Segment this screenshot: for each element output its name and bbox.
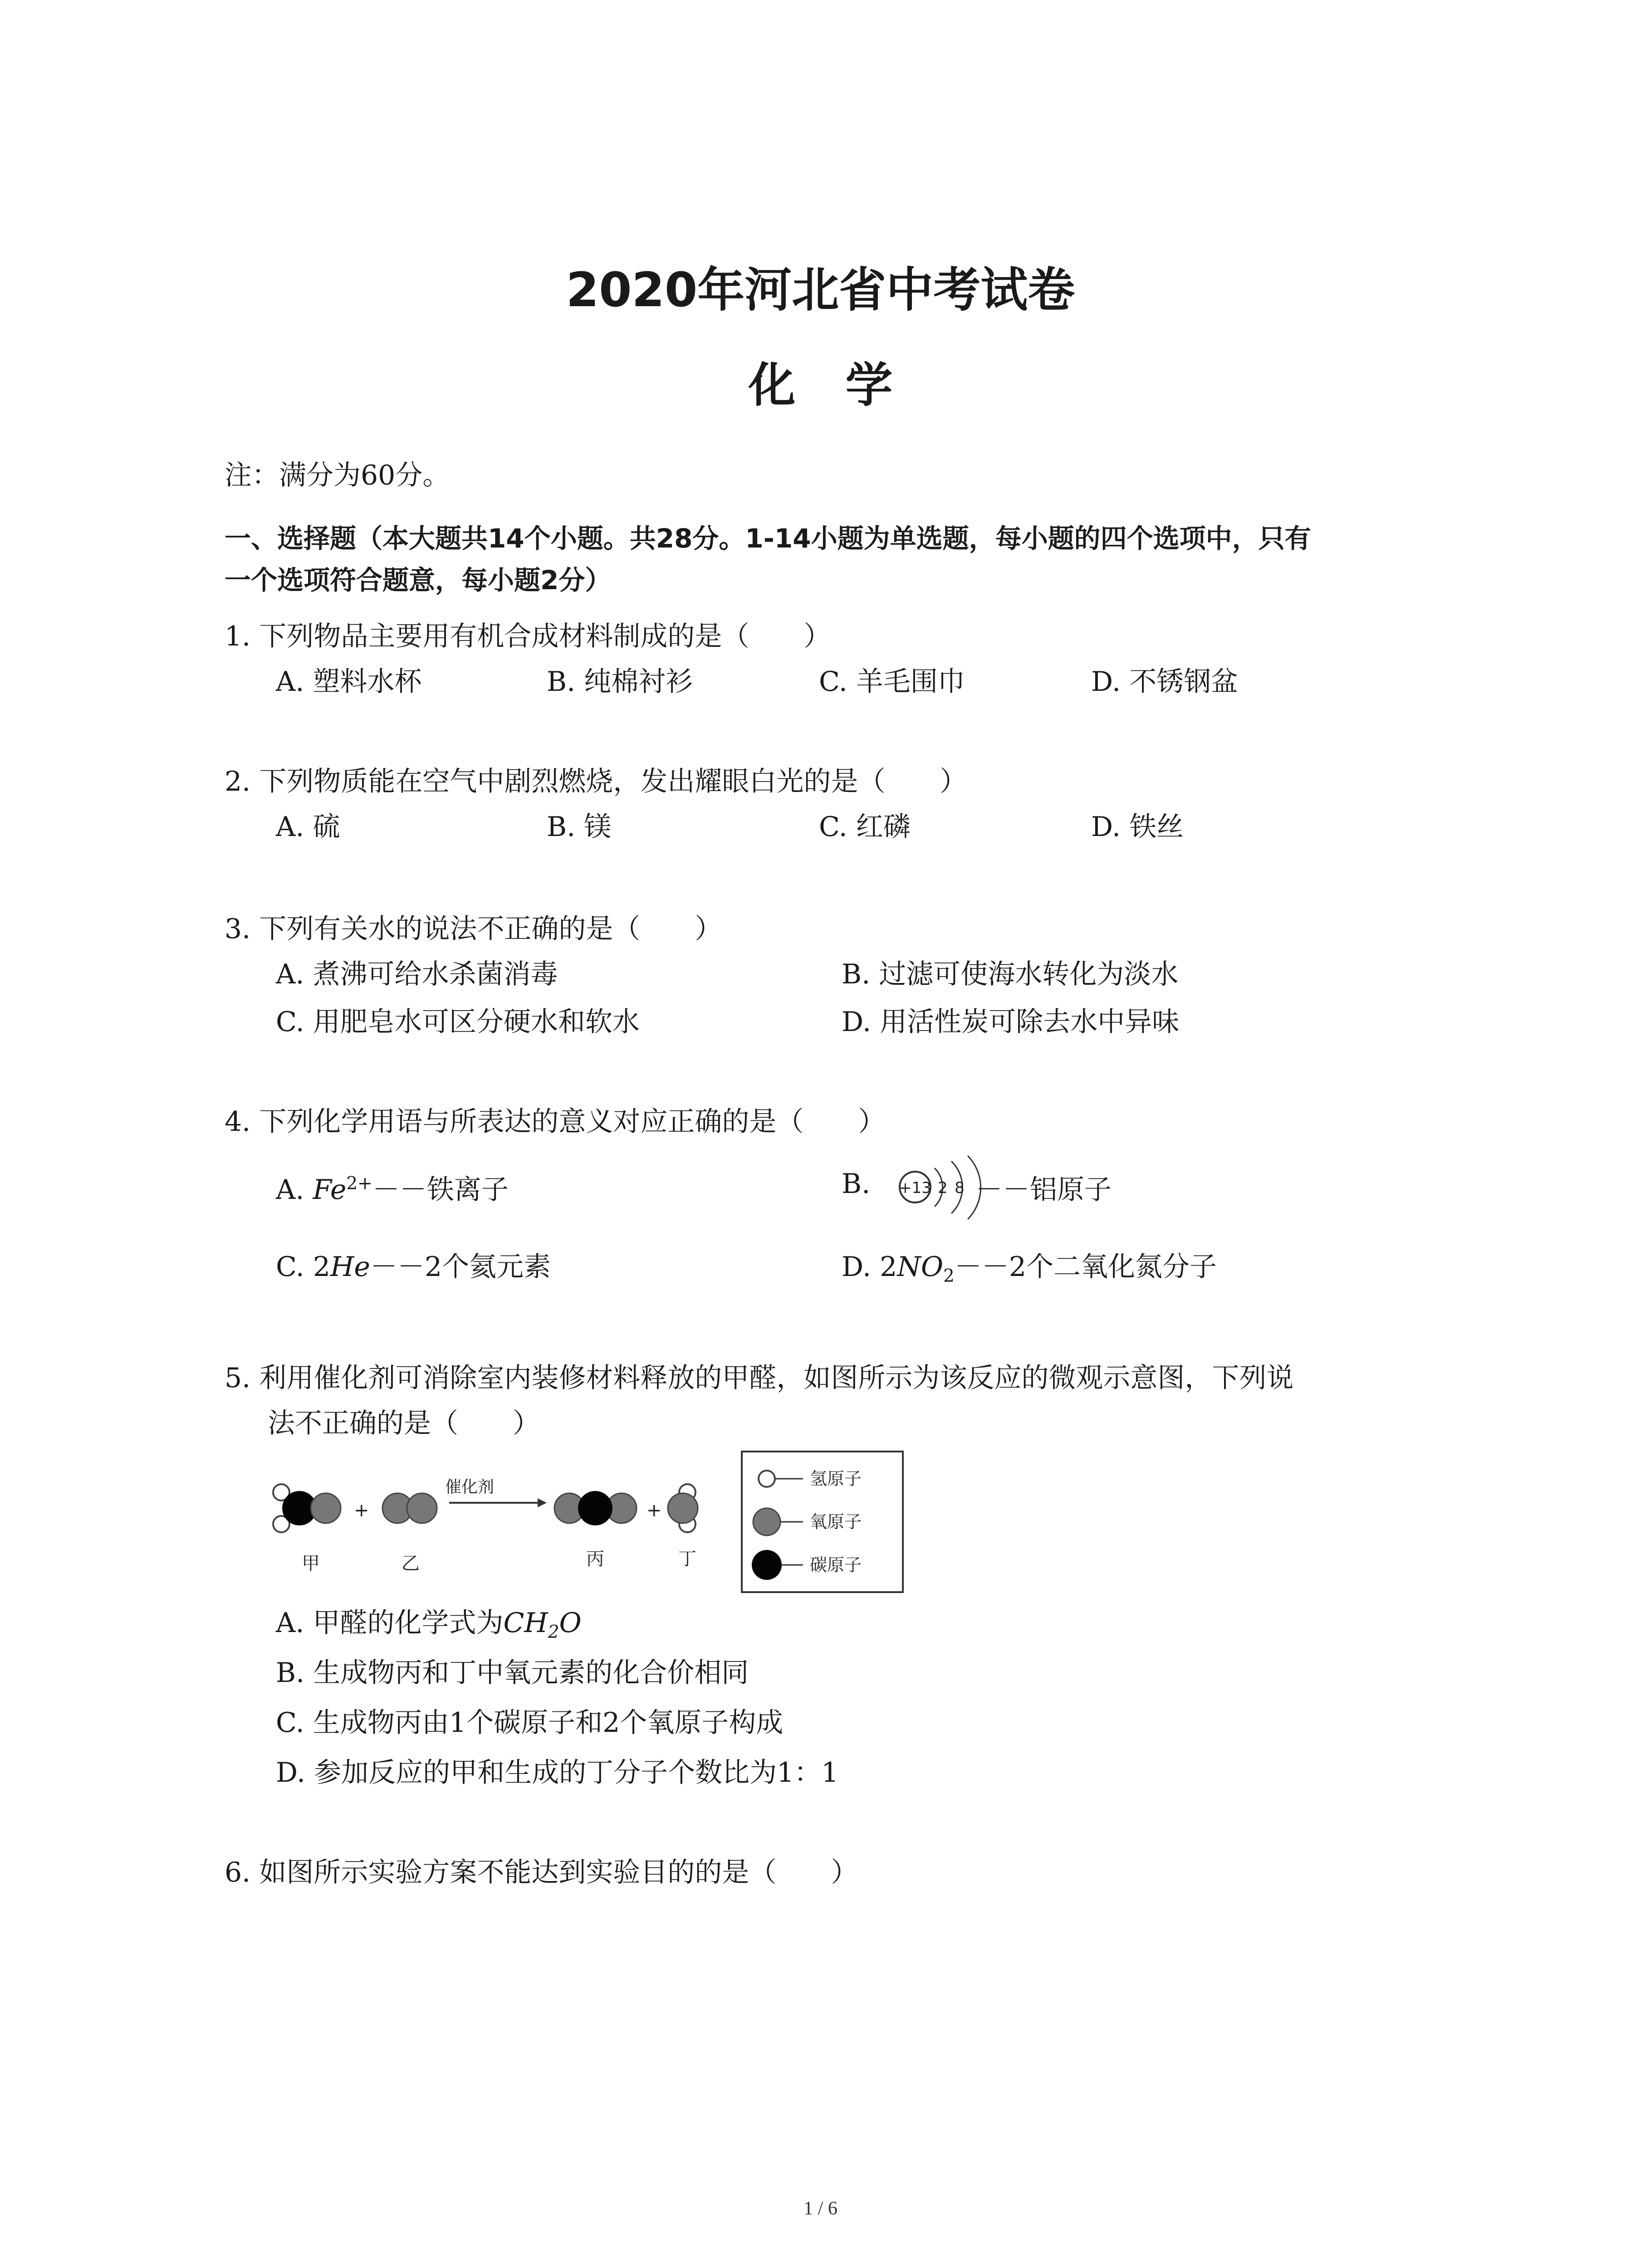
plus-sign: + bbox=[647, 1500, 662, 1521]
legend-hydrogen-swatch bbox=[759, 1471, 775, 1487]
legend-oxygen-swatch bbox=[753, 1508, 780, 1535]
label-bing: 丙 bbox=[586, 1549, 604, 1569]
carbon-atom bbox=[578, 1491, 612, 1525]
q3-option-d: D. 用活性炭可除去水中异味 bbox=[842, 1006, 1180, 1038]
molecule-yi bbox=[382, 1493, 437, 1523]
catalyst-label: 催化剂 bbox=[445, 1478, 495, 1496]
nucleus-charge: +13 bbox=[899, 1179, 931, 1197]
legend-carbon-swatch bbox=[752, 1550, 782, 1580]
q1-option-d: D. 不锈钢盆 bbox=[1091, 666, 1239, 698]
oxygen-atom bbox=[668, 1493, 698, 1523]
page-title: 2020年河北省中考试卷 bbox=[566, 262, 1075, 318]
legend-oxygen: 氧原子 bbox=[810, 1512, 862, 1532]
q5-a-subscript: 2 bbox=[548, 1622, 559, 1642]
aluminum-atom-structure-diagram bbox=[892, 1143, 982, 1229]
q4-stem: 4. 下列化学用语与所表达的意义对应正确的是（ ） bbox=[225, 1106, 886, 1138]
q4-option-a bbox=[276, 1168, 509, 1207]
q4-c-meaning: －－2个氦元素 bbox=[370, 1251, 551, 1283]
q3-option-b: B. 过滤可使海水转化为淡水 bbox=[842, 958, 1179, 990]
section-heading-line2: 一个选项符合题意，每小题2分） bbox=[225, 565, 612, 596]
q4-a-prefix: A. bbox=[276, 1174, 313, 1206]
q4-c-formula: He bbox=[330, 1251, 370, 1283]
q4-a-charge: 2+ bbox=[346, 1173, 372, 1194]
q3-option-a: A. 煮沸可给水杀菌消毒 bbox=[276, 958, 558, 990]
oxygen-atom bbox=[311, 1493, 341, 1523]
arrow-head bbox=[538, 1498, 547, 1507]
q5-stem-line1: 5. 利用催化剂可消除室内装修材料释放的甲醛，如图所示为该反应的微观示意图，下列说 bbox=[225, 1362, 1294, 1394]
q5-option-a bbox=[276, 1601, 582, 1642]
q4-d-coef: 2 bbox=[880, 1251, 897, 1283]
q2-option-d: D. 铁丝 bbox=[1091, 811, 1184, 843]
q4-d-formula: NO bbox=[897, 1251, 944, 1283]
q3-option-c: C. 用肥皂水可区分硬水和软水 bbox=[276, 1006, 640, 1038]
q4-a-meaning: －－铁离子 bbox=[372, 1174, 509, 1206]
legend-box bbox=[742, 1452, 903, 1592]
q5-a-formula-end: O bbox=[559, 1607, 582, 1639]
q1-option-b: B. 纯棉衬衫 bbox=[547, 666, 693, 698]
q5-option-c: C. 生成物丙由1个碳原子和2个氧原子构成 bbox=[276, 1707, 784, 1739]
q1-option-a: A. 塑料水杯 bbox=[276, 666, 422, 698]
q5-a-text: A. 甲醛的化学式为 bbox=[276, 1607, 504, 1639]
shell1-electrons: 2 bbox=[938, 1179, 948, 1197]
q2-option-a: A. 硫 bbox=[276, 811, 340, 843]
q2-option-c: C. 红磷 bbox=[819, 811, 911, 843]
score-note: 注：满分为60分。 bbox=[225, 459, 450, 491]
label-jia: 甲 bbox=[302, 1553, 320, 1574]
q4-d-prefix: D. bbox=[842, 1251, 880, 1283]
molecule-bing bbox=[554, 1491, 637, 1525]
q3-stem: 3. 下列有关水的说法不正确的是（ ） bbox=[225, 913, 722, 945]
q5-option-d: D. 参加反应的甲和生成的丁分子个数比为1：1 bbox=[276, 1757, 839, 1789]
molecule-jia bbox=[273, 1484, 341, 1532]
q1-stem: 1. 下列物品主要用有机合成材料制成的是（ ） bbox=[225, 621, 831, 652]
q1-option-c: C. 羊毛围巾 bbox=[819, 666, 965, 698]
reaction-micro-diagram bbox=[263, 1449, 907, 1599]
section-heading-line1: 一、选择题（本大题共14个小题。共28分。1-14小题为单选题，每小题的四个选项中，只有 bbox=[225, 523, 1311, 554]
page-number: 1 / 6 bbox=[803, 2198, 838, 2219]
q4-option-c bbox=[276, 1245, 551, 1284]
label-yi: 乙 bbox=[402, 1553, 420, 1574]
legend-hydrogen: 氢原子 bbox=[810, 1469, 862, 1489]
q2-stem: 2. 下列物质能在空气中剧烈燃烧，发出耀眼白光的是（ ） bbox=[225, 766, 967, 797]
q4-a-formula: Fe bbox=[313, 1174, 347, 1206]
oxygen-atom bbox=[407, 1493, 437, 1523]
q4-d-subscript: 2 bbox=[943, 1266, 955, 1286]
q5-stem-line2: 法不正确的是（ ） bbox=[268, 1408, 540, 1439]
legend-carbon: 碳原子 bbox=[810, 1555, 862, 1575]
q5-option-b: B. 生成物丙和丁中氧元素的化合价相同 bbox=[276, 1657, 749, 1689]
q6-stem: 6. 如图所示实验方案不能达到实验目的的是（ ） bbox=[225, 1857, 858, 1888]
q2-option-b: B. 镁 bbox=[547, 811, 612, 843]
q5-a-formula: CH bbox=[503, 1607, 548, 1639]
subject-title: 化学 bbox=[748, 357, 943, 413]
q4-d-meaning: －－2个二氧化氮分子 bbox=[954, 1251, 1217, 1283]
label-ding: 丁 bbox=[678, 1549, 696, 1569]
plus-sign: + bbox=[354, 1500, 369, 1521]
shell2-electrons: 8 bbox=[955, 1179, 965, 1197]
q4-option-d bbox=[842, 1245, 1217, 1286]
q4-c-coef: 2 bbox=[313, 1251, 331, 1283]
molecule-ding bbox=[668, 1484, 698, 1532]
q4-c-prefix: C. bbox=[276, 1251, 313, 1283]
q4-b-prefix: B. bbox=[842, 1168, 871, 1200]
q4-b-meaning: －－铝原子 bbox=[975, 1174, 1112, 1206]
